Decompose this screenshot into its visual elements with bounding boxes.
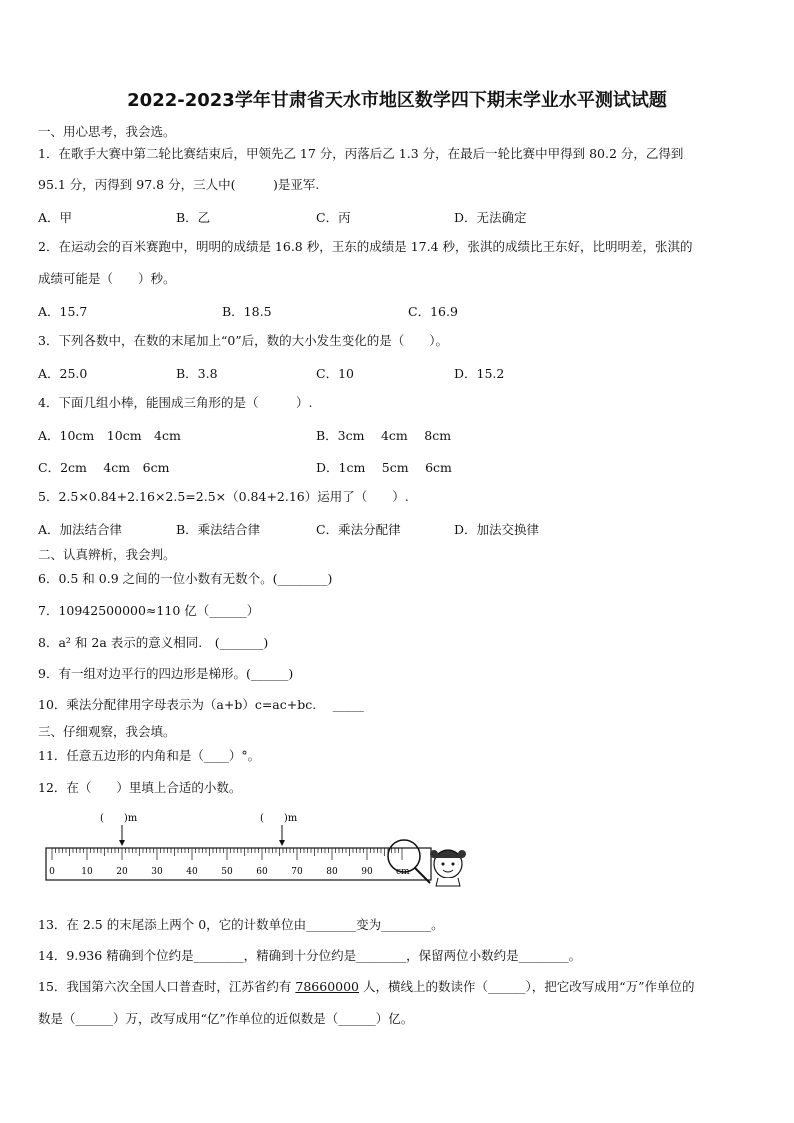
ruler-body <box>46 848 431 880</box>
section-heading-3: 三、仔细观察，我会填。 <box>38 724 176 739</box>
question-8: 8．a² 和 2a 表示的意义相同. (_______) <box>38 635 269 650</box>
ruler-tick-label: 90 <box>361 867 373 877</box>
question-9: 9．有一组对边平行的四边形是梯形。(______) <box>38 666 294 681</box>
ruler-marker-2-arrowhead <box>279 840 285 846</box>
ruler-tick-label: 50 <box>221 867 233 877</box>
ruler-tick-label: 60 <box>256 867 268 877</box>
question-1-line-1: 1．在歌手大赛中第二轮比赛结束后，甲领先乙 17 分，丙落后乙 1.3 分，在最后一轮比赛中甲得到 80.2 分，乙得到 <box>38 146 684 161</box>
q3-option-d: D．15.2 <box>454 366 505 381</box>
question-5-line-1: 5．2.5×0.84+2.16×2.5=2.5×（0.84+2.16）运用了（ ）. <box>38 489 409 504</box>
q5-option-a: A．加法结合律 <box>38 522 123 537</box>
question-7: 7．10942500000≈110 亿（______） <box>38 603 260 618</box>
section-heading-1: 一、用心思考，我会选。 <box>38 124 176 139</box>
q1-option-c: C．丙 <box>316 210 351 225</box>
section-heading-2: 二、认真辨析，我会判。 <box>38 547 176 562</box>
question-10: 10．乘法分配律用字母表示为（a+b）c=ac+bc. _____ <box>38 697 364 712</box>
q1-option-a: A．甲 <box>38 210 73 225</box>
question-12: 12．在（ ）里填上合适的小数。 <box>38 780 242 795</box>
ruler-marker-1-label: ( )m <box>100 813 138 824</box>
q15-text-post: 人，横线上的数读作（______），把它改写成用“万”作单位的 <box>359 979 695 994</box>
q4-option-b: B．3cm 4cm 8cm <box>316 428 452 443</box>
question-3-line-1: 3．下列各数中，在数的末尾加上“0”后，数的大小发生变化的是（ ）。 <box>38 333 448 348</box>
question-6: 6．0.5 和 0.9 之间的一位小数有无数个。(________) <box>38 571 333 586</box>
q2-option-b: B．18.5 <box>222 304 272 319</box>
q1-option-b: B．乙 <box>176 210 211 225</box>
ruler-marker-2-label: ( )m <box>260 813 298 824</box>
question-15-line-1 <box>38 979 695 995</box>
question-2-line-2: 成绩可能是（ ）秒。 <box>38 271 176 286</box>
ruler-tick-label: 0 <box>49 867 55 877</box>
q5-option-b: B．乘法结合律 <box>176 522 261 537</box>
q15-text-pre: 15．我国第六次全国人口普查时，江苏省约有 <box>38 979 296 994</box>
ruler-tick-label: 40 <box>186 867 198 877</box>
ruler-tick-label: 70 <box>291 867 303 877</box>
ruler-tick-label: 20 <box>116 867 128 877</box>
q3-option-b: B．3.8 <box>176 366 218 381</box>
question-4-line-1: 4．下面几组小棒，能围成三角形的是（ ）. <box>38 395 313 410</box>
ruler-tick-label: 30 <box>151 867 163 877</box>
ruler-tick-label: 10 <box>81 867 93 877</box>
q5-option-c: C．乘法分配律 <box>316 522 401 537</box>
ruler-tick-label: 80 <box>326 867 338 877</box>
q2-option-c: C．16.9 <box>408 304 458 319</box>
q2-option-a: A．15.7 <box>38 304 88 319</box>
question-15-line-2: 数是（______）万，改写成用“亿”作单位的近似数是（______）亿。 <box>38 1011 414 1026</box>
q15-underlined-number: 78660000 <box>295 979 360 994</box>
question-1-line-2: 95.1 分，丙得到 97.8 分，三人中( )是亚军. <box>38 177 320 192</box>
question-13: 13．在 2.5 的末尾添上两个 0，它的计数单位由________变为________。 <box>38 917 444 932</box>
q4-option-a: A．10cm 10cm 4cm <box>38 428 181 443</box>
ruler-unit-label: cm <box>396 867 410 877</box>
question-2-line-1: 2．在运动会的百米赛跑中，明明的成绩是 16.8 秒，王东的成绩是 17.4 秒，张淇的成绩比王东好，比明明差，张淇的 <box>38 239 693 254</box>
q4-option-d: D．1cm 5cm 6cm <box>316 460 452 475</box>
q3-option-c: C．10 <box>316 366 354 381</box>
page-title: 2022-2023学年甘肃省天水市地区数学四下期末学业水平测试试题 <box>127 90 667 111</box>
q4-option-c: C．2cm 4cm 6cm <box>38 460 170 475</box>
question-11: 11．任意五边形的内角和是（____）°。 <box>38 748 261 763</box>
ruler-marker-1-arrowhead <box>119 840 125 846</box>
q1-option-d: D．无法确定 <box>454 210 527 225</box>
q3-option-a: A．25.0 <box>38 366 88 381</box>
q5-option-d: D．加法交换律 <box>454 522 540 537</box>
question-14: 14．9.936 精确到个位约是________，精确到十分位约是________，保留两位小数约是________。 <box>38 948 582 963</box>
ruler-figure <box>38 808 478 888</box>
girl-cartoon-icon <box>430 850 466 886</box>
